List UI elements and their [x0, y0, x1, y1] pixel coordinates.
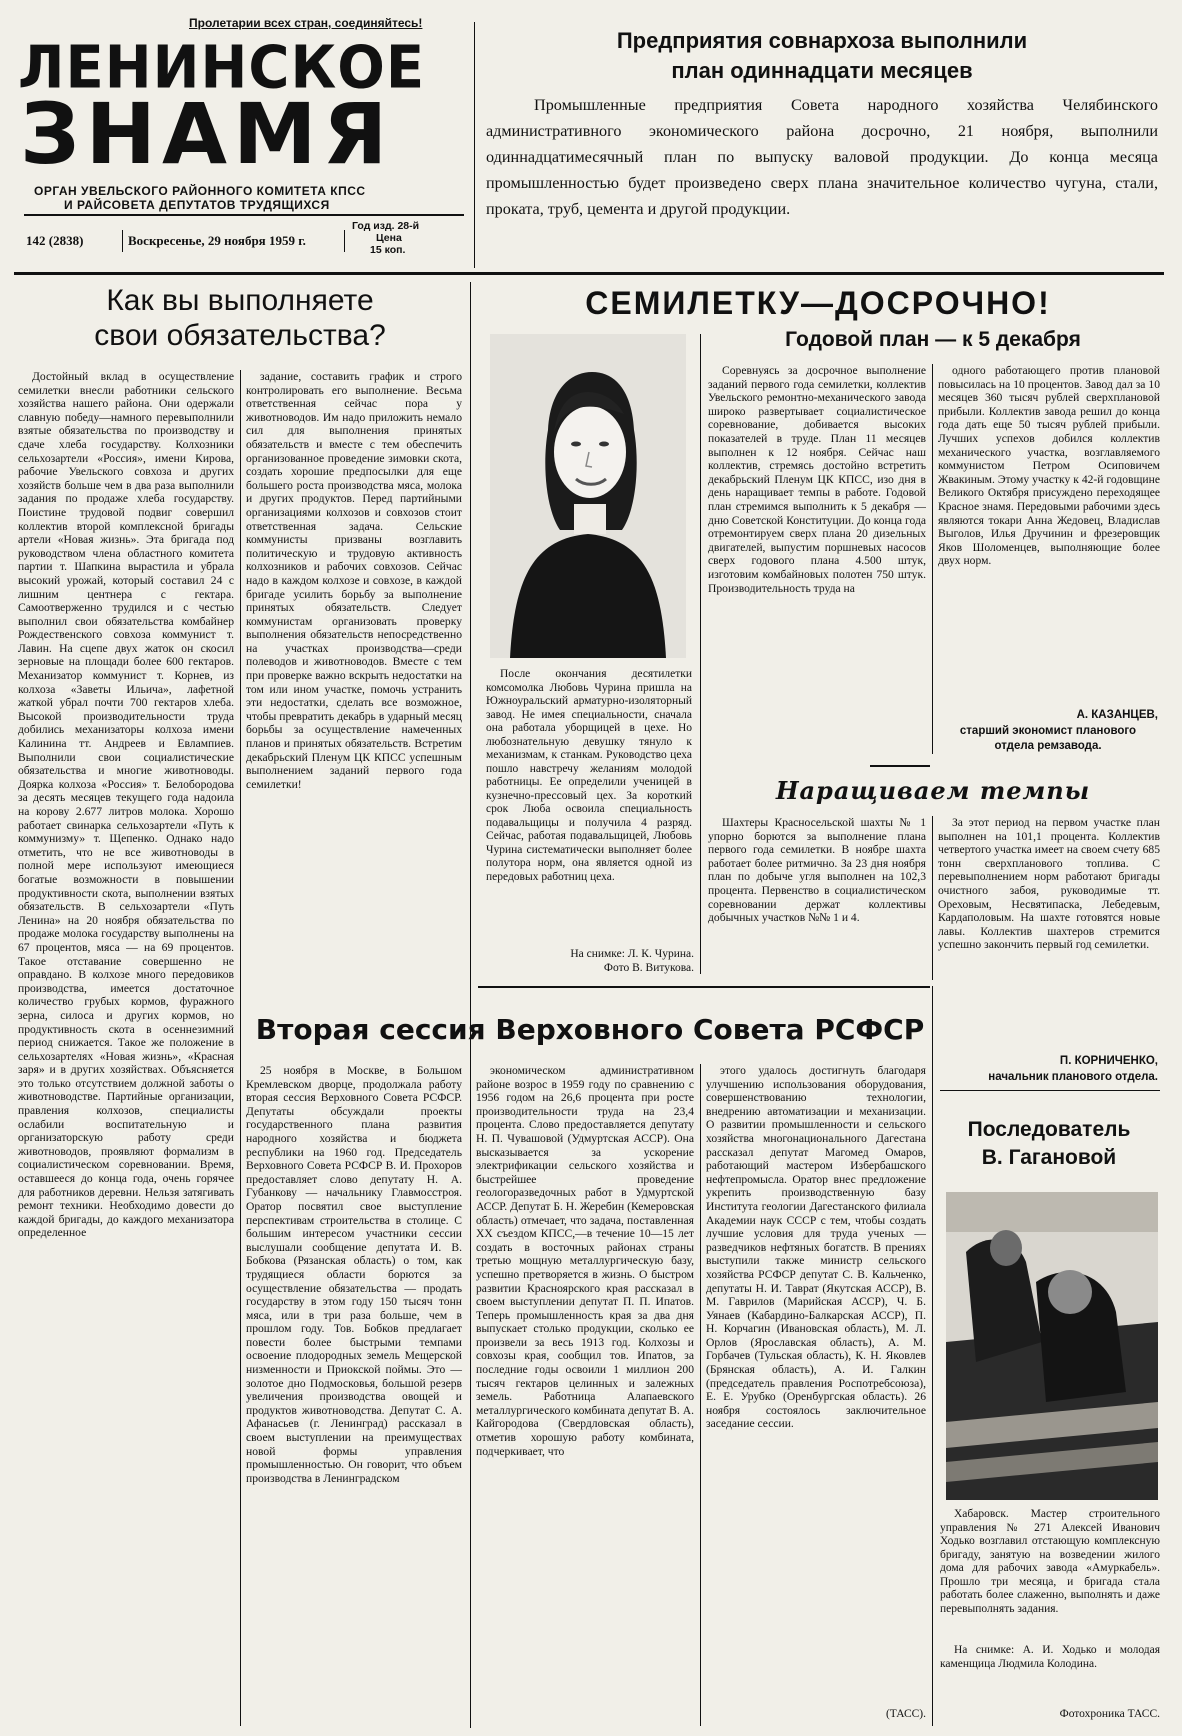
annual-plan-author: А. КАЗАНЦЕВ, [1076, 709, 1158, 721]
tempo-author-title: начальник планового отдела. [988, 1071, 1158, 1083]
annual-plan-author-title2: отдела ремзавода. [994, 740, 1102, 752]
obligations-headline-line2: свои обязательства? [94, 319, 386, 352]
lead-headline-line1: Предприятия совнархоза выполнили [616, 28, 1028, 53]
session-col2: экономическом административном районе возрос в 1959 году по сравнению с 1956 годом на 26,6 процента при росте производительности труда на 23,4 процента. Слово предоставляется депутату Н. П. Чувашовой (Удмуртская АССР). Она высказывается за ускорение электрификации сельского хозяйства и быстрейшее проведение геологоразведочных работ в Удмуртской АССР. Депутат Б. Н. Жеребин (Кемеровская область) отмечает, что задача, поставленная XX съездом КПСС,—в течение 10—15 лет создать в восточных районах страны третью мощную металлургическую базу, успешно претворяется в жизнь. О быстром развитии Красноярского края рассказал в своем выступлении депутат П. П. Ипатов. Теперь промышленность края за два дня выпускает столько продукции, сколько ее произвели за весь 1913 год. Колхозы и совхозы края, сообщил тов. Ипатов, за последние годы освоили 1 миллион 200 тысяч гектаров целинных и залежных земель. Работница Алапаевского металлургического комбината депутат В. А. Кайгородова (Свердловская область), отметив хорошую работу комбината, подчеркивает, что [476, 1064, 694, 1458]
lead-body: Промышленные предприятия Совета народного хозяйства Челябинского административного экономического района досрочно, 21 ноября, выполнили одиннадцатимесячный план по выпуску валовой продукции. До конца месяца промышленностью будет произведено сверх плана значительное количество чугуна, стали, проката, труб, цемента и другой продукции. [486, 96, 1158, 218]
price: 15 коп. [370, 244, 406, 256]
portrait-image [490, 334, 686, 658]
tempo-col2: За этот период на первом участке план выполнен на 101,1 процента. Коллектив четвертого участка имеет на своем счету 685 тонн сверхпланового топлива. С перевыполнением норм работают бригады очистного забоя, руководимые тт. Ореховым, Несвятипаска, Лебедевым, Кардаполовым. На шахте готовятся новые лавы. Коллектив шахтеров стремится успешно закончить первый год семилетки. [938, 816, 1160, 952]
portrait-credit-line1: На снимке: Л. К. Чурина. [570, 948, 694, 960]
portrait-photo [490, 334, 686, 658]
lead-headline-line2: план одиннадцати месяцев [671, 58, 973, 83]
annual-plan-author-title1: старший экономист планового [959, 725, 1137, 737]
slogan: Пролетарии всех стран, соединяйтесь! [189, 16, 423, 30]
portrait-credit-line2: Фото В. Витукова. [603, 962, 694, 974]
session-col3: этого удалось достигнуть благодаря улучшению использования оборудования, совершенствованию технологии, внедрению автоматизации и механизации. О развитии промышленности и сельского хозяйства многонационального Дагестана рассказал депутат Магомед Омаров, работающий мастером Избербашского нефтепромысла. Оратор внес предложение укрепить производственную базу Института геологии Дагестанского филиала Академии наук СССР с тем, чтобы создать лучшие условия для труда ученых — разведчиков нефтяных богатств. В прениях выступили также министр сельского хозяйства РСФСР депутат С. В. Кальченко, депутаты Н. И. Таврат (Якутская АССР), В. М. Гаврилов (Марийская АССР), Ч. Б. Уянаев (Кабардино-Балкарская АССР), П. Н. Корчагин (Ивановская область), М. Л. Орлов (Ярославская область), А. М. Горбачев (Тульская область), К. Н. Яковлев (Брянская область), А. И. Галкин (председатель правления Роспотребсоюза), Е. Е. Урубко (Оренбургская область). 26 ноября состоялось заключительное заседание сессии. [706, 1064, 926, 1431]
session-source: (ТАСС). [885, 1708, 926, 1720]
follower-headline-line2: В. Гагановой [981, 1146, 1117, 1169]
issue-number: 142 (2838) [26, 233, 84, 248]
follower-photo-note: На снимке: А. И. Ходько и молодая каменщица Людмила Колодина. [940, 1644, 1160, 1670]
obligations-headline-line1: Как вы выполняете [106, 284, 374, 317]
newspaper-title-line1: ЛЕНИНСКОЕ [18, 33, 426, 103]
organ-line2: И РАЙСОВЕТА ДЕПУТАТОВ ТРУДЯЩИХСЯ [64, 198, 330, 212]
session-headline: Вторая сессия Верховного Совета РСФСР [255, 1013, 925, 1046]
tempo-headline: Наращиваем темпы [775, 776, 1091, 805]
bricklayers-photo [946, 1192, 1158, 1500]
follower-credit: Фотохроника ТАСС. [1059, 1708, 1160, 1720]
annual-plan-headline: Годовой план — к 5 декабря [785, 328, 1081, 351]
portrait-caption: После окончания десятилетки комсомолка Любовь Чурина пришла на Южноуральский арматурно-изоляторный завод. Не имея специальности, сначала она работала уборщицей в цехе. Но любознательную девушку тянуло к механизмам, к станкам. Руководство цеха пошло навстречу желаниям молодой работницы. Ее определили ученицей в кузнечно-прессовый цех. За короткий срок Люба освоила специальность подавальщицы и получила 4 разряд. Сейчас, работая подавальщицей, Любовь Чурина систематически выполняет более полутора норм, она является одной из передовых работниц цеха. [486, 668, 692, 883]
lead-article [486, 26, 1158, 266]
follower-headline-line1: Последователь [967, 1118, 1131, 1141]
annual-plan-col1: Соревнуясь за досрочное выполнение заданий первого года семилетки, коллектив Увельского ремонтно-механического завода широко развертывает социалистическое соревнование, добивается высоких показателей в труде. План 11 месяцев выполнен к 12 ноября. Сейчас наш коллектив, стремясь достойно встретить декабрьский Пленум ЦК КПСС, изо дня в день наращивает темпы в работе. Годовой план стремимся выполнить к 5 декабря — дню Советской Конституции. До конца года отремонтируем сверх плана 20 дизельных двигателей, выпустим поршневых насосов сверх годового плана 4.500 штук, изготовим комбайновых полотен 750 штук. Производительность труда на [708, 364, 926, 595]
session-col1: 25 ноября в Москве, в Большом Кремлевском дворце, продолжала работу вторая сессия Верховного Совета РСФСР. Депутаты обсуждали проекты государственного плана развития народного хозяйства и бюджета республики на 1960 год. Председатель Верховного Совета РСФСР В. И. Прохоров предоставляет слово депутату Н. А. Губанкову — начальнику Главмосстроя. Оратор посвятил свое выступление перспективам строительства в столице. С большим интересом участники сессии выслушали сообщение депутата И. В. Бобкова (Рязанская область) о том, как трудящиеся области борются за осуществление обязательства — продать государству в этом году 150 тысяч тонн мяса, или в три раза больше, чем в прошлом году. Тов. Бобков предлагает повести более быстрыми темпами освоение плодородных земель Мещерской низменности и Приокской поймы. Это — золотое дно Подмосковья, большой резерв увеличения производства овощей и продуктов животноводства. Депутат С. А. Афанасьев (г. Ленинград) рассказал в своем выступлении на преимуществах новой формы управления промышленностью. Он говорит, что объем производства в Ленинградском [246, 1064, 462, 1485]
newspaper-title-line2: ЗНАМЯ [20, 85, 394, 183]
follower-caption: Хабаровск. Мастер строительного управления № 271 Алексей Иванович Ходько возглавил отстающую комплексную бригаду, занятую на возведении жилого дома для рабочих завода «Амуркабель». Прошло три месяца, и бригада стала работать более слаженно, выполнять и даже перевыполнять задания. [940, 1508, 1160, 1615]
publication-year: Год изд. 28-й [352, 220, 420, 232]
tempo-author: П. КОРНИЧЕНКО, [1059, 1055, 1158, 1067]
annual-plan-col2: одного работающего против плановой повысилась на 10 процентов. Завод дал за 10 месяцев 360 тысяч рублей сверхплановой прибыли. Коллектив завода решил до конца года дать еще 50 тысяч рублей прибыли. Лучших успехов добился коллектив механического участка, возглавляемого коммунистом Петром Осиповичем Жвакиным. Этому участку к 42-й годовщине Великого Октября присуждено переходящее Красное знамя. Передовыми рабочими здесь являются токари Анна Жедовец, Владислав Выголов, Илья Дручинин и фрезеровщик Яков Шоломенцев, выполняющие более двух норм. [938, 364, 1160, 568]
masthead [14, 8, 464, 260]
seven-year-banner: СЕМИЛЕТКУ—ДОСРОЧНО! [585, 285, 1051, 321]
issue-date: Воскресенье, 29 ноября 1959 г. [128, 233, 306, 248]
price-label: Цена [376, 232, 402, 244]
tempo-col1: Шахтеры Красносельской шахты № 1 упорно борются за выполнение плана первого года семилетки. В ноябре шахта работает более ритмично. За 23 дня ноября план по добыче угля выполнен на 102,3 процента. Первенство в социалистическом соревновании держат коллективы добычных участков №№ 1 и 4. [708, 816, 926, 925]
bricklayers-image [946, 1192, 1158, 1500]
organ-line1: ОРГАН УВЕЛЬСКОГО РАЙОННОГО КОМИТЕТА КПСС [34, 184, 366, 198]
obligations-col1: Достойный вклад в осуществление семилетки внесли работники сельского хозяйства нашего района. Они одержали славную победу—намного перевыполнили взятые обязательства по производству и сдаче хлеба государству. Колхозники сельхозартели «Россия», имени Кирова, рабочие Увельского совхоза и других хозяйств больше чем в два раза выполнили задания по продаже хлеба государству. Поистине трудовой подвиг совершил коллектив второй комплексной бригады артели «Новая жизнь». Эта бригада под руководством члена областного комитета партии т. Шапкина вырастила и убрала высокий урожай, который составил 24 с лишним центнера с гектара. Самоотверженно трудился и с честью выполнил свои обязательства комбайнер Рождественского совхоза коммунист т. Лавин. На сцепе двух жаток он скосил зерновые на площади более 600 гектаров. Механизатор коммунист т. Корнев, из колхоза «Заветы Ильича», лафетной жаткой убрал почти 700 гектаров хлеба. Высокой производительности труда добились механизаторы колхоза имени Калинина тт. Андреев и Евлампиев. Выполнили свои социалистические обязательства и многие животноводы. Доярка колхоза «Россия» т. Белобородова за десять месяцев текущего года надоила на корову 2.677 литров молока. Хорошо работает свинарка сельхозартели «Путь к коммунизму» т. Щепенко. Однако надо отметить, что не все животноводы в полной мере используют имеющиеся богатые возможности в повышении продуктивности скота, выполнении взятых обязательств. В сельхозартели «Путь Ленина» на 20 ноября обязательства по продаже молока государству выполнены на 67 процентов, мяса — на 69 процентов. Такое отставание совершенно не оправдано. В колхозе много передовиков производства, имеется достаточное количество грубых кормов, фуражного зерна, силоса и других кормов, но продуктивность скота в осеннезимний период снижается. Такое же положение в сельхозартелях «Новая жизнь», «Красная заря» и в других хозяйствах. Объясняется это только отсутствием должной заботы о животноводстве. Партийные организации, правления колхозов, специалисты ослабили воспитательную и организаторскую работу среди животноводов, проявляют формализм в социалистическом соревновании. Время, оставшееся до конца года, очень горячее для работников деревни. Нельзя затягивать ремонт техники. Необходимо довести до каждой бригады, до каждого механизатора определенное [18, 370, 234, 1240]
obligations-col2: задание, составить график и строго контролировать его выполнение. Весьма ответственная сейчас пора у животноводов. Им надо приложить немало сил для выполнения принятых обязательств и вместе с тем обеспечить организованное проведение зимовки скота, создать хорошие предпосылки для еще большего роста производства мяса, молока и других продуктов. Перед партийными организациями колхозов и совхозов стоит ответственная задача. Сельские коммунисты призваны возглавить политическую и трудовую активность колхозников и рабочих совхозов. Сейчас надо в каждом колхозе и совхозе, в каждой бригаде усилить борьбу за выполнение принятых обязательств. Следует коммунистам организовать проверку выполнения обязательств непосредственно на участках производства—среди полеводов и животноводов. Вместе с тем при проверке важно вскрыть недостатки на том или ином участке, помочь устранить эти недостатки, сделать все возможное, чтобы превратить декабрь в ударный месяц борьбы за осуществление намеченных планов и принятых обязательств. Встретим декабрьский Пленум ЦК КПСС успешным выполнением заданий первого года семилетки! [246, 370, 462, 791]
